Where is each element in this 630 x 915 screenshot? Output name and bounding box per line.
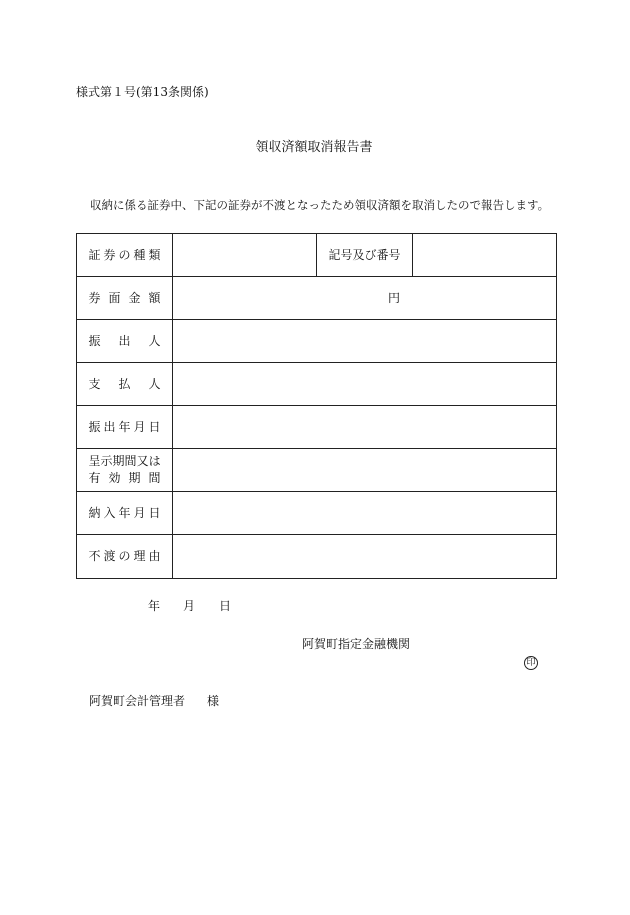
table-row-face-value	[77, 277, 556, 320]
presentation-period-label	[89, 453, 161, 470]
table-row-payer	[77, 363, 556, 406]
addressee-name: 阿賀町会計管理者	[89, 694, 186, 708]
label-char: 出	[118, 333, 131, 348]
row-label-cell	[77, 492, 173, 534]
yen-unit: 円	[388, 291, 401, 305]
table-row-issue-date	[77, 406, 556, 449]
label-char: 種	[133, 247, 146, 262]
table-row-security-type	[77, 234, 556, 277]
label-char: 年	[118, 505, 131, 520]
document-title: 領収済額取消報告書	[255, 140, 373, 155]
table-row-dishonor-reason	[77, 535, 556, 578]
label-char: 振	[88, 333, 101, 348]
label-char: 券	[88, 290, 101, 305]
validity-period-value	[173, 449, 556, 491]
date-year-label: 年	[148, 599, 161, 613]
table-row-drawer	[77, 320, 556, 363]
label-char: の	[118, 549, 131, 563]
seal-character: 印	[526, 657, 536, 668]
label-char: 金	[128, 290, 141, 305]
form-number: 様式第１号(第13条関係)	[76, 85, 209, 99]
label-char: 券	[103, 247, 116, 262]
label-char: 入	[103, 505, 116, 520]
label-char: 年	[118, 419, 131, 434]
securities-table	[76, 233, 557, 579]
drawer-label	[89, 333, 161, 350]
row-label-cell	[77, 363, 173, 405]
label-char: 渡	[103, 549, 116, 563]
label-char: 又	[136, 454, 149, 468]
label-char: 理	[133, 549, 146, 563]
face-value-value	[173, 277, 556, 319]
label-char: 呈	[88, 454, 101, 468]
date-month-label: 月	[183, 599, 196, 613]
payment-date-label	[89, 505, 161, 522]
label-char: 面	[108, 290, 121, 305]
dishonor-reason-label	[89, 548, 161, 565]
security-type-value	[173, 234, 317, 276]
label-char: 類	[148, 247, 161, 262]
label-char: 間	[124, 454, 137, 468]
validity-period-label	[89, 470, 161, 487]
label-char: 期	[112, 454, 125, 468]
serial-number-value	[413, 234, 556, 276]
statement-text: 収納に係る証券中、下記の証券が不渡となったため領収済額を取消したので報告します。	[90, 198, 550, 212]
row-label-cell	[77, 535, 173, 578]
label-char: 日	[148, 419, 161, 434]
label-char: 効	[108, 471, 121, 485]
row-label-cell	[77, 406, 173, 448]
label-char: 支	[88, 376, 101, 391]
date-day-label: 日	[219, 599, 232, 613]
label-char: 出	[103, 419, 116, 434]
payer-value	[173, 363, 556, 405]
label-char: 不	[88, 549, 101, 563]
row-label-cell	[77, 277, 173, 319]
serial-number-label-cell	[317, 234, 413, 276]
designated-financial-institution: 阿賀町指定金融機関	[302, 637, 411, 651]
label-char: 示	[100, 454, 113, 468]
label-char: は	[148, 454, 161, 468]
payment-date-value	[173, 492, 556, 534]
issue-date-value	[173, 406, 556, 448]
row-label-cell	[77, 320, 173, 362]
label-char: 間	[148, 471, 161, 485]
security-type-label	[89, 247, 161, 264]
label-char: 払	[118, 376, 131, 391]
label-char: 人	[148, 333, 161, 348]
face-value-label	[89, 290, 161, 307]
label-char: 由	[148, 549, 161, 563]
label-char: 期	[128, 471, 141, 485]
label-char: 日	[148, 505, 161, 520]
table-row-payment-date	[77, 492, 556, 535]
addressee-honorific: 様	[207, 694, 220, 708]
seal-mark-icon	[524, 656, 538, 670]
dishonor-reason-value	[173, 535, 556, 578]
row-label-cell	[77, 234, 173, 276]
label-char: 有	[88, 471, 101, 485]
payer-label	[89, 376, 161, 393]
label-char: 納	[88, 505, 101, 520]
label-char: 証	[88, 247, 101, 262]
table-row-validity-period	[77, 449, 556, 492]
label-char: 額	[148, 290, 161, 305]
serial-number-label: 記号及び番号	[328, 248, 401, 262]
label-char: 月	[133, 505, 146, 520]
label-char: 人	[148, 376, 161, 391]
label-char: 月	[133, 419, 146, 434]
drawer-value	[173, 320, 556, 362]
issue-date-label	[89, 419, 161, 436]
label-char: の	[118, 247, 131, 262]
row-label-cell	[77, 449, 173, 491]
label-char: 振	[88, 419, 101, 434]
